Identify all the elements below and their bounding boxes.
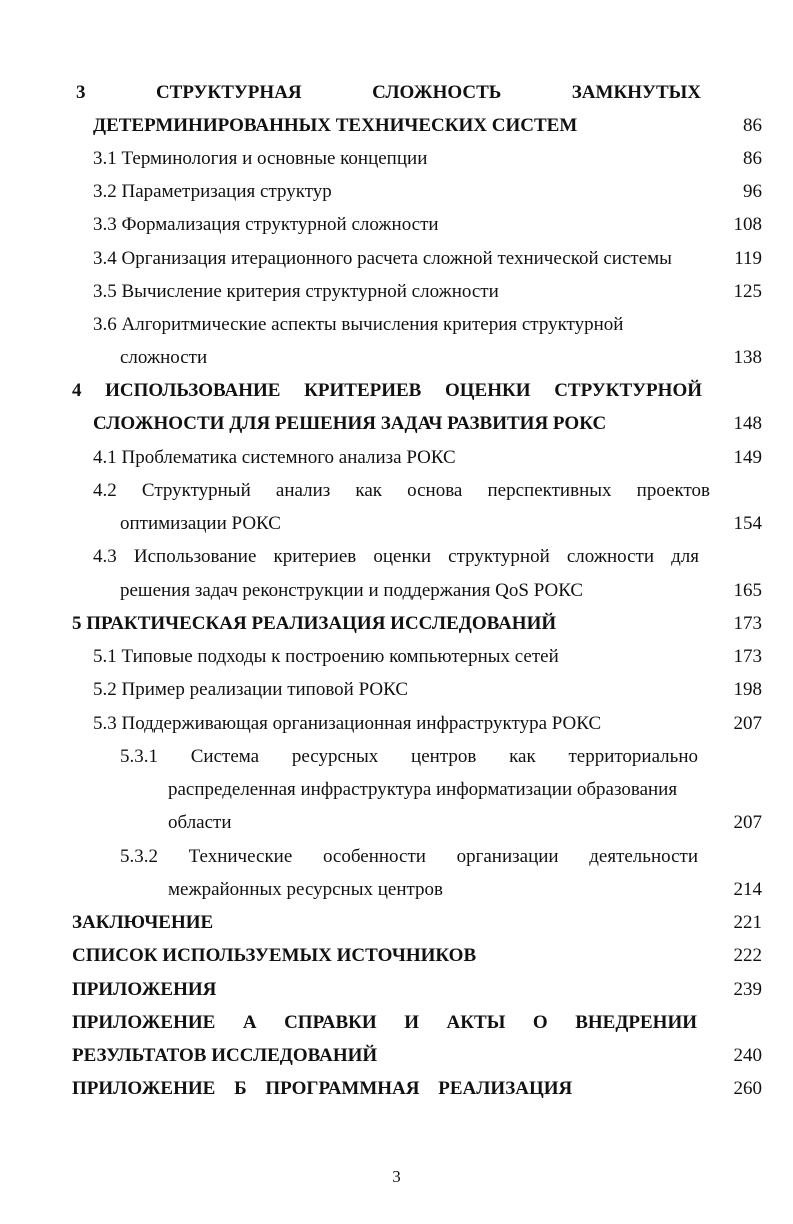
toc-conclusion-page: 221 <box>733 912 762 933</box>
toc-subsection-5-3-1-line1: 5.3.1 Система ресурсных центров как территориально <box>120 746 698 767</box>
page-number: 3 <box>392 1167 401 1186</box>
toc-section-3-6-page: 138 <box>733 347 762 368</box>
toc-section-4-3-page: 165 <box>733 580 762 601</box>
toc-section-3-1: 3.1 Терминология и основные концепции <box>93 148 428 169</box>
toc-section-3-1-page: 86 <box>743 148 762 169</box>
toc-section-3-6-line1: 3.6 Алгоритмические аспекты вычисления критерия структурной <box>93 314 624 335</box>
toc-section-3-4: 3.4 Организация итерационного расчета сложной технической системы <box>93 248 672 269</box>
toc-appendix-a-page: 240 <box>733 1045 762 1066</box>
toc-section-4-1-page: 149 <box>733 447 762 468</box>
toc-section-5-3-page: 207 <box>733 713 762 734</box>
toc-section-5-2: 5.2 Пример реализации типовой РОКС <box>93 679 408 700</box>
toc-chapter-3-page: 86 <box>743 115 762 136</box>
toc-section-5-1: 5.1 Типовые подходы к построению компьютерных сетей <box>93 646 559 667</box>
toc-section-5-1-page: 173 <box>733 646 762 667</box>
toc-conclusion: ЗАКЛЮЧЕНИЕ <box>72 912 214 933</box>
toc-chapter-5: 5 ПРАКТИЧЕСКАЯ РЕАЛИЗАЦИЯ ИССЛЕДОВАНИЙ <box>72 613 557 634</box>
toc-subsection-5-3-2-line1: 5.3.2 Технические особенности организации деятельности <box>120 846 698 867</box>
toc-appendix-b-page: 260 <box>733 1078 762 1099</box>
toc-appendix-a-line2: РЕЗУЛЬТАТОВ ИССЛЕДОВАНИЙ <box>72 1045 378 1066</box>
toc-section-4-3-line2: решения задач реконструкции и поддержания QoS РОКС <box>120 580 584 601</box>
toc-subsection-5-3-1-line2: распределенная инфраструктура информатизации образования <box>168 779 678 800</box>
toc-section-3-6-line2: сложности <box>120 347 208 368</box>
toc-section-5-2-page: 198 <box>733 679 762 700</box>
toc-section-3-3-page: 108 <box>733 214 762 235</box>
toc-section-4-2-page: 154 <box>733 513 762 534</box>
toc-section-5-3: 5.3 Поддерживающая организационная инфраструктура РОКС <box>93 713 602 734</box>
toc-section-4-3-line1: 4.3 Использование критериев оценки структурной сложности для <box>93 546 699 567</box>
toc-section-4-2-line1: 4.2 Структурный анализ как основа перспективных проектов <box>93 480 710 501</box>
toc-chapter-3-line2: ДЕТЕРМИНИРОВАННЫХ ТЕХНИЧЕСКИХ СИСТЕМ <box>93 115 578 136</box>
toc-section-3-5: 3.5 Вычисление критерия структурной сложности <box>93 281 499 302</box>
toc-subsection-5-3-2-line2: межрайонных ресурсных центров <box>168 879 444 900</box>
toc-chapter-4-line2: СЛОЖНОСТИ ДЛЯ РЕШЕНИЯ ЗАДАЧ РАЗВИТИЯ РОКС <box>93 413 607 434</box>
toc-chapter-4-line1: 4 ИСПОЛЬЗОВАНИЕ КРИТЕРИЕВ ОЦЕНКИ СТРУКТУРНОЙ <box>72 380 702 401</box>
toc-section-4-1: 4.1 Проблематика системного анализа РОКС <box>93 447 456 468</box>
toc-section-3-5-page: 125 <box>733 281 762 302</box>
toc-appendix-b: ПРИЛОЖЕНИЕ Б ПРОГРАММНАЯ РЕАЛИЗАЦИЯ <box>72 1078 573 1099</box>
toc-appendix-a-line1: ПРИЛОЖЕНИЕ А СПРАВКИ И АКТЫ О ВНЕДРЕНИИ <box>72 1012 697 1033</box>
toc-appendices: ПРИЛОЖЕНИЯ <box>72 979 217 1000</box>
toc-sources: СПИСОК ИСПОЛЬЗУЕМЫХ ИСТОЧНИКОВ <box>72 945 477 966</box>
toc-section-3-2: 3.2 Параметризация структур <box>93 181 332 202</box>
toc-subsection-5-3-2-page: 214 <box>733 879 762 900</box>
toc-chapter-5-page: 173 <box>733 613 762 634</box>
toc-section-3-2-page: 96 <box>743 181 762 202</box>
toc-section-3-4-page: 119 <box>734 248 762 269</box>
toc-subsection-5-3-1-page: 207 <box>733 812 762 833</box>
toc-chapter-3-line1: 3 СТРУКТУРНАЯ СЛОЖНОСТЬ ЗАМКНУТЫХ <box>76 82 701 103</box>
toc-section-4-2-line2: оптимизации РОКС <box>120 513 281 534</box>
toc-appendices-page: 239 <box>733 979 762 1000</box>
toc-sources-page: 222 <box>733 945 762 966</box>
toc-section-3-3: 3.3 Формализация структурной сложности <box>93 214 439 235</box>
toc-chapter-4-page: 148 <box>733 413 762 434</box>
toc-subsection-5-3-1-line3: области <box>168 812 232 833</box>
